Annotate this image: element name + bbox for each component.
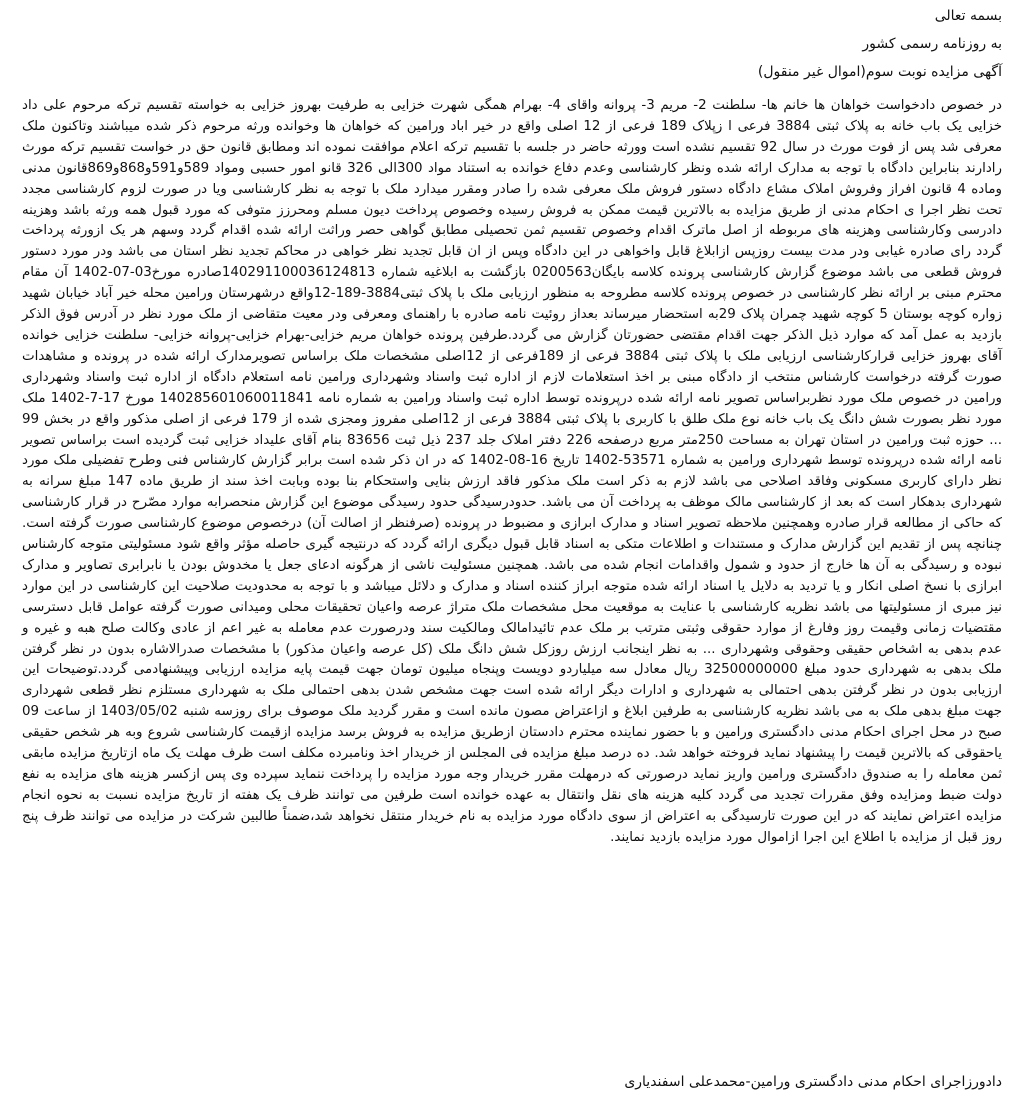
signature-line: دادورزاجرای احکام مدنی دادگستری ورامین-محمدعلی اسفندیاری — [624, 1074, 1002, 1090]
notice-body-paragraph: در خصوص دادخواست خواهان ها خانم ها- سلطنت 2- مریم 3- پروانه واقای 4- بهرام همگی شهرت خزایی به طرفیت بهروز خزایی به خواسته تقسیم ترکه مرحوم علی داد خزایی یک باب خانه به پلاک ثبتی 3884 فرعی ا زپلاک 189 فرعی از 12 اصلی واقع در خیر اباد ورامین که خواهان ها وخوانده ورثه مرحوم ذکر شده میباشند وتاکنون ملک معرفی شد پس از فوت مورث در سال 92 تقسیم نشده است وورثه حاضر در جلسه با تقسیم ترکه اعلام موافقت نموده اند ومطابق قانون حق در خواست تقسیم ترکه مورث رادارند بنابراین دادگاه با توجه به مدارک ارائه شده ونظر کارشناسی وعدم دفاع خوانده به استناد مواد 300الی 326 قانو امور حسبی ومواد 589و591و868و869قانون مدنی وماده 4 قانون افراز وفروش املاک مشاع دادگاه دستور فروش ملک معرفی شده را صادر ومقرر میدارد ملک با توجه به نظر کارشناسی ویا در صورت لزوم کارشناسی مجدد تحت نظر اجرا ی احکام مدنی از طریق مزایده به بالاترین قیمت ممکن به فروش رسیده وخصوص پرداخت دیون مسلم ومحرزز متوفی که مورد قبول همه ورثه باشد وهزینه دادرسی وکارشناسی وهزینه های مربوطه از اصل ماترک اقدام وخصوص تقسیم ثمن تحصیلی مطابق گواهی حصر وراثت ارائه شده اقدام گردد وسهم هر یک ازورثه پرداخت گردد رای صادره غیابی ودر مدت بیست روزپس ازابلاغ قابل واخواهی در این دادگاه وپس از ان قابل تجدید نظر خواهی در محاکم تجدید نظر استان می باشد ودر مورد دستور فروش قطعی می باشد موضوع گزارش کارشناسی پرونده کلاسه بایگان0200563 بازگشت به ابلاغیه شماره 140291100036124813صادره مورخ03-07-1402 آن مقام محترم مبنی بر ارائه نظر کارشناسی در خصوص پرونده کلاسه مطروحه به منظور ارزیابی ملک با پلاک ثبتی3884-189-12واقع درشهرستان ورامین محله خیر آباد خیابان شهید زواره کوچه بوستان 5 کوچه شهید چمران پلاک 29به استحضار میرساند بعداز روئیت نامه صادره با راهنمای ومعرفی ودر معیت متقاضی از ملک مورد نظر در آدرس فوق الذکر بازدید به عمل آمد که موارد ذیل الذکر جهت اقدام مقتضی حضورتان گزارش می گردد.طرفین پرونده خواهان مریم خزایی-بهرام خزایی-پروانه خزایی- سلطنت خزایی خوانده آقای بهروز خزایی قرارکارشناسی ارزیابی ملک با پلاک ثبتی 3884 فرعی از 189فرعی از 12اصلی مشخصات ملک براساس تصویرمدارک ارائه شده در پرونده و مشاهدات صورت گرفته درخواست کارشناس منتخب از دادگاه مبنی بر اخذ استعلامات لازم از اداره ثبت واسناد وشهرداری ورامین نامه استعلام دادگاه از اداره ثبت واسناد وشهرداری ورامین در خصوص ملک مورد نظربراساس تصویر نامه ارائه شده درپرونده توسط اداره ثبت واسناد ورامین به شماره نامه 140285601060011841 مورخ 17-7-1402 ملک مورد نظر بصورت شش دانگ یک باب خانه نوع ملک طلق با کاربری با پلاک ثبتی 3884 فرعی از 12اصلی مفروز ومجزی شده از 179 فرعی از اصلی مذکور واقع در بخش 99 ... حوزه ثبت ورامین در استان تهران به مساحت 250متر مربع درصفحه 226 دفتر املاک جلد 237 ذیل ثبت 83656 بنام آقای علیداد خزایی ثبت گردیده است براساس تصویر نامه ارائه شده درپرونده توسط شهرداری ورامین به شماره 53571-1402 تاریخ 16-08-1402 که در ان ذکر شده است برابر گزارش کارشناس فنی وطرح تفضیلی ملک مورد نظر دارای کاربری مسکونی وفاقد اصلاحی می باشد لازم به ذکر است ملک مذکور فاقد ارزش بنایی واستحکام بنا بوده وبابت اخذ سند از طریق ماده 147 مبلغ سرانه به شهرداری بدهکار است که بعد از کارشناسی مالک موظف به پرداخت آن می باشد. حدودرسیدگی حدود رسیدگی موضوع این گزارش منحصرابه موارد مصّرح در قرار کارشناسی که حاکی از مطالعه قرار صادره وهمچنین ملاحظه تصویر اسناد و مدارک ابرازی و مضبوط در پرونده (صرفنظر از اصالت آن) درخصوص موضوع کارشناسی صورت گرفته است. چنانچه پس از تقدیم این گزارش مدارک و مستندات و اطلاعات متکی به اسناد قابل قبول دیگری ارائه گردد که درنتیجه گیری حاصله مؤثر واقع شود مسئولیتی متوجه کارشناس نبوده و رسیدگی به آن ها خارج از حدود و شمول واقدامات انجام شده می باشد. همچنین مسئولیت ناشی از هرگونه ادعای جعل یا مخدوش بودن یا نابرابری تصاویر و مدارک ابرازی با نسخ اصلی انکار و یا تردید به دلایل یا اسناد ارائه شده متوجه ابراز کننده اسناد و مدارک و دلائل میباشد و با توجه به محدودیت صلاحیت این کارشناسی در این موارد نیز مبری از مسئولیتها می باشد نظریه کارشناسی با عنایت به موقعیت محل مشخصات ملک متراژ عرصه واعیان تحقیقات محلی ومیدانی صورت گرفته عوامل قابل دسترسی مقتضیات زمانی وقیمت روز وفارغ از موارد حقوقی وثبتی مترتب بر ملک عدم تائیدامالک ومالکیت سند ودرصورت عدم معامله به غیر اعم از عادی وکالت صلح هبه و غیره و عدم بدهی به اشخاص حقیقی وحقوقی وشهرداری ... به نظر اینجانب ارزش روزکل شش دانگ ملک (کل عرصه واعیان مذکور) با مشخصات صدرالاشاره بدون در نظر گرفتن ملک بدهی به شهرداری حدود مبلغ 32500000000 ریال معادل سه میلیاردو دویست وپنجاه میلیون تومان جهت قیمت پایه مزایده ارزیابی وپیشنهادمی گردد.توضیحات این ارزیابی بدون در نظر گرفتن بدهی احتمالی به شهرداری و ادارات دیگر ارائه شده است جهت مشخص شدن بدهی احتمالی ملک به شهرداری مستلزم نظر قطعی شهرداری جهت مبلغ بدهی ملک به می باشد نظریه کارشناسی به طرفین ابلاغ و ازاعتراض مصون مانده است و مقرر گردید ملک موصوف برای روزسه شنبه 1403/05/02 از ساعت 09 صبح در محل اجرای احکام مدنی دادگستری ورامین و با حضور نماینده محترم دادستان ازطریق مزایده به فروش برسد مزایده ازقیمت کارشناسی شروع وبه هر شخص حقیقی یاحقوقی که بالاترین قیمت را پیشنهاد نماید فروخته خواهد شد. ده درصد مبلغ مزایده فی المجلس از خریدار اخذ ونامبرده مکلف است ظرف مهلت یک ماه ازتاریخ مزایده مابقی ثمن معامله را به صندوق دادگستری ورامین واریز نماید درصورتی که درمهلت مقرر خریدار وجه مورد مزایده را پرداخت ننماید سپرده وی پس ازکسر هزینه های مزایده به نفع دولت ضبط ومزایده وفق مقررات تجدید می گردد کلیه هزینه های نقل وانتقال به عهده خوانده است طرفین می توانند ظرف یک هفته از تاریخ مزایده نسبت به نحوه انجام مزایده اعتراض نمایند که در این صورت تارسیدگی به اعتراض از سوی دادگاه مورد مزایده به نام خریدار منتقل نخواهد شد،ضمناً طالبین شرکت در مزایده می توانند ظرف پنج روز قبل از مزایده با اطلاع این اجرا ازاموال مورد مزایده بازدید نمایند. — [22, 98, 1003, 845]
basmala-heading: بسمه تعالی — [934, 8, 1002, 24]
notice-title: آگهی مزایده نوبت سوم(اموال غیر منقول) — [757, 64, 1002, 80]
newspaper-addressee: به روزنامه رسمی کشور — [862, 36, 1002, 52]
